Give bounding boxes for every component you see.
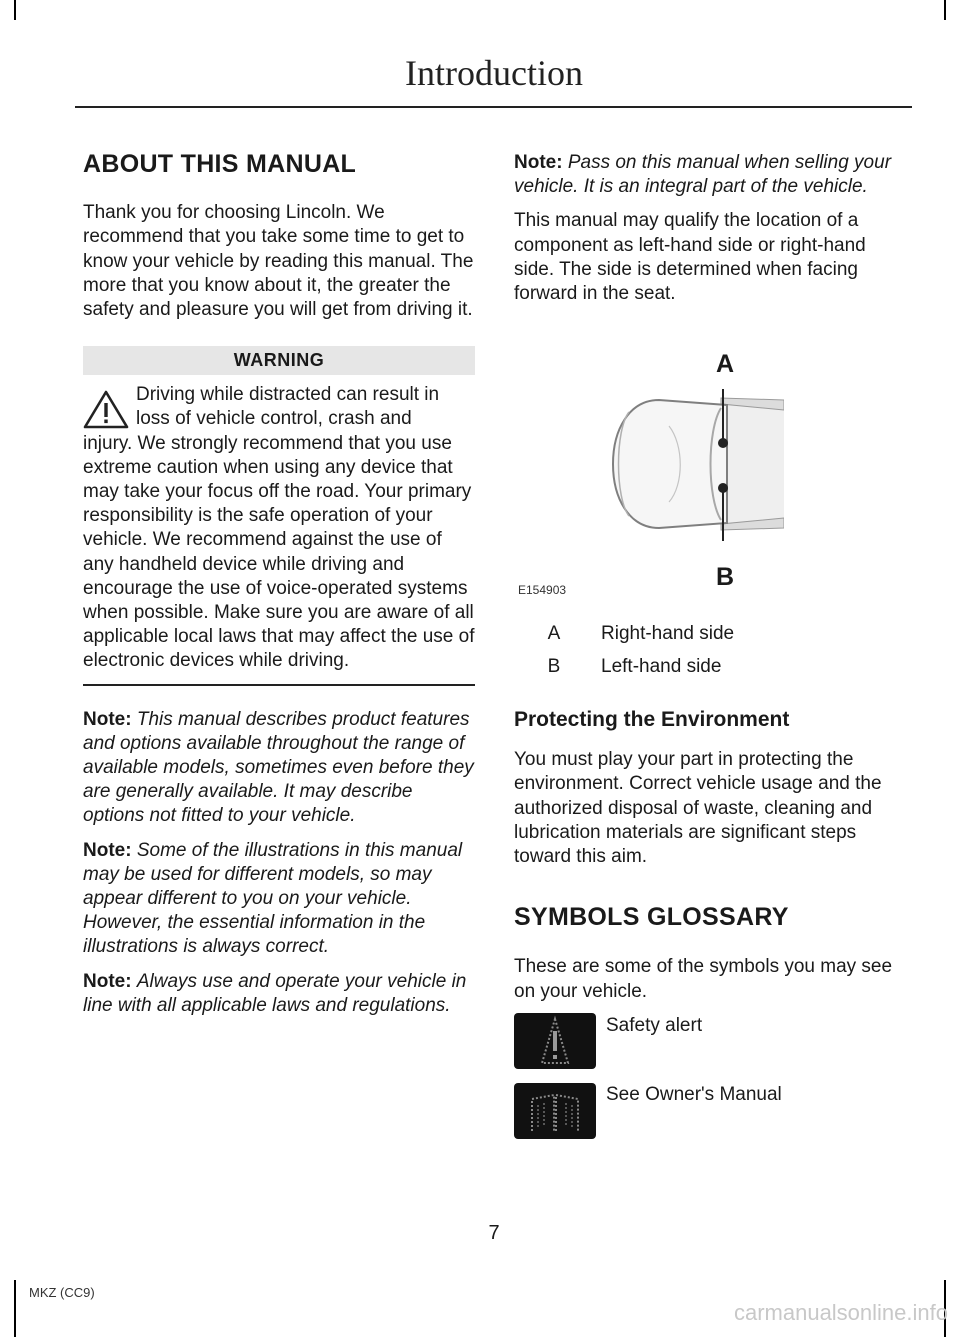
note-2 — [83, 839, 475, 960]
note-text: Always use and operate your vehicle in line with all applicable laws and regulations. — [83, 970, 467, 1016]
crop-mark-top-right — [944, 0, 946, 20]
callout-dot-a — [718, 438, 728, 448]
right-column — [514, 151, 908, 306]
note-3 — [83, 970, 475, 1018]
legend-row — [514, 622, 908, 655]
warning-text: injury. We strongly recommend that you use extreme caution when using any device that may take your focus off the road. Your primary responsibility is the safe operation of your vehicle. We recommend against the use of any handheld device while driving and encourage the use of voice-operated systems when possible. Make sure you are aware of all applicable local laws that may affect the use of electronic devices while driving. — [83, 432, 475, 672]
page-title: Introduction — [405, 53, 583, 93]
warning-divider — [83, 684, 475, 686]
note-label: Note: — [83, 708, 132, 730]
note-label: Note: — [83, 839, 132, 861]
note-1 — [83, 708, 475, 829]
callout-line-a — [722, 389, 724, 442]
environment-section — [514, 708, 908, 1004]
vehicle-top-view-illustration — [609, 390, 784, 540]
figure-legend — [514, 622, 908, 688]
crop-mark-bottom-left — [14, 1280, 16, 1337]
page-number: 7 — [488, 1222, 500, 1244]
note-text: This manual describes product features and options available throughout the range of available models, sometimes even before they are generally available. It may describe options not fitted to your vehicle. — [83, 708, 474, 827]
figure-label-b: B — [716, 563, 735, 591]
figure-code: E154903 — [518, 583, 567, 597]
legend-value: Left-hand side — [601, 656, 722, 677]
section-heading-about: ABOUT THIS MANUAL — [83, 150, 357, 178]
figure-label-a: A — [716, 350, 735, 378]
legend-row — [514, 655, 908, 688]
symbol-label: See Owner's Manual — [606, 1084, 782, 1105]
crop-mark-top-left — [14, 0, 16, 20]
note-text: Pass on this manual when selling your vehicle. It is an integral part of the vehicle. — [514, 152, 892, 198]
safety-alert-icon — [514, 1013, 596, 1069]
owners-manual-icon — [514, 1083, 596, 1139]
note-label: Note: — [514, 152, 563, 173]
legend-key: B — [547, 656, 561, 677]
note-pass-on — [514, 151, 908, 199]
side-paragraph: This manual may qualify the location of a component as left-hand side or right-hand side. The side is determined when facing forward in the seat. — [514, 210, 866, 305]
left-column — [83, 152, 475, 1018]
legend-value: Right-hand side — [601, 623, 735, 644]
watermark: carmanualsonline.info — [733, 1300, 948, 1325]
symbol-label: Safety alert — [606, 1015, 703, 1036]
warning-block — [83, 383, 475, 673]
warning-first-line-2: loss of vehicle control, crash and — [136, 408, 412, 430]
model-code: MKZ (CC9) — [29, 1285, 95, 1300]
vehicle-side-figure — [514, 345, 914, 600]
symbols-intro: These are some of the symbols you may see on your vehicle. — [514, 956, 893, 1002]
header-divider — [75, 106, 912, 108]
legend-key: A — [547, 623, 561, 644]
section-heading-environment: Protecting the Environment — [514, 708, 790, 731]
warning-title: WARNING — [83, 346, 475, 375]
warning-first-line-1: Driving while distracted can result in — [136, 384, 440, 406]
note-label: Note: — [83, 970, 132, 992]
intro-paragraph: Thank you for choosing Lincoln. We recommend that you take some time to get to know your vehicle by reading this manual. The more that you know about it, the greater the safety and pleasure you will get from driving it. — [83, 202, 474, 321]
callout-line-b — [722, 489, 724, 541]
note-text: Some of the illustrations in this manual may be used for different models, so may appear different to you on your vehicle. However, the essential information in the illustrations is always correct. — [83, 839, 463, 958]
environment-paragraph: You must play your part in protecting the environment. Correct vehicle usage and the authorized disposal of waste, cleaning and lubrication materials are significant steps toward this aim. — [514, 749, 882, 868]
section-heading-symbols: SYMBOLS GLOSSARY — [514, 903, 789, 932]
warning-triangle-icon — [83, 389, 129, 429]
